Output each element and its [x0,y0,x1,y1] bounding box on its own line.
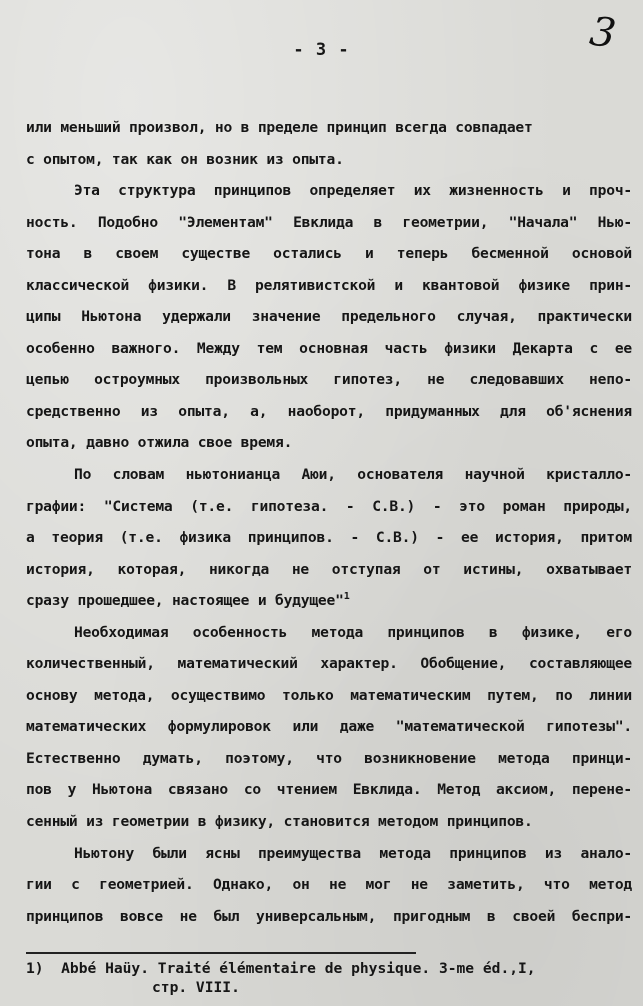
text-line [26,396,632,428]
text-line-content: Естественно думать, поэтому, что возникновение метода принци- [26,749,632,767]
body-text [26,112,632,932]
text-line-content: тона в своем существе остались и теперь бесменной основой [26,245,632,263]
text-line [26,301,632,333]
text-line-content: с опытом, так как он возник из опыта. [26,150,344,168]
footnote-divider [26,952,416,954]
text-line [26,585,632,617]
text-line-content: основу метода, осуществимо только математическим путем, по линии [26,686,632,704]
text-line [26,680,632,712]
text-line-content: ципы Ньютона удержали значение предельного случая, практически [26,308,632,326]
handwritten-page-number: 3 [586,8,619,58]
text-line [26,901,632,933]
text-line-content: опыта, давно отжила свое время. [26,434,293,452]
text-line-content: цепью остроумных произвольных гипотез, не следовавших непо- [26,371,632,389]
text-line-content: Ньютону были ясны преимущества метода принципов из анало- [74,844,632,862]
text-line [26,774,632,806]
text-line [26,806,632,838]
text-line-content: Эта структура принципов определяет их жизненность и проч- [74,182,632,200]
text-line-content: количественный, математический характер. Обобщение, составляющее [26,655,632,673]
text-line [26,207,632,239]
text-line [26,522,632,554]
text-line [26,554,632,586]
text-line-content: математических формулировок или даже "математической гипотезы". [26,718,632,736]
footnote-line-2: стр. VIII. [152,979,240,996]
text-line-content: а теория (т.е. физика принципов. - С.В.) - ее история, притом [26,529,632,547]
text-line [26,648,632,680]
text-line [26,838,632,870]
text-line-content: или меньший произвол, но в пределе принцип всегда совпадает [26,119,533,136]
text-line [26,175,632,207]
text-line-content: сразу прошедшее, настоящее и будущее" [26,592,344,610]
footnote-marker: 1 [343,591,350,603]
text-line-content: средственно из опыта, а, наоборот, придуманных для об'яснения [26,402,632,420]
text-line-content: история, которая, никогда не отступая от истины, охватывает [26,560,632,578]
footnote [26,959,536,997]
footnote-line-1: 1) Abbé Haüy. Traité élémentaire de physique. 3-me éd.,I, [26,960,536,977]
text-line-content: графии: "Система (т.е. гипотеза. - С.В.) - это роман природы, [26,497,632,515]
text-line [26,869,632,901]
text-line [26,112,632,144]
text-line [26,459,632,491]
text-line-content: гии с геометрией. Однако, он не мог не заметить, что метод [26,876,632,894]
text-line-content: сенный из геометрии в физику, становится методом принципов. [26,813,533,831]
text-line [26,711,632,743]
text-line-content: пов у Ньютона связано со чтением Евклида. Метод аксиом, перене- [26,781,632,799]
text-line [26,491,632,523]
text-line [26,238,632,270]
text-line-content: Необходимая особенность метода принципов в физике, его [74,623,632,641]
text-line-content: По словам ньютонианца Аюи, основателя научной кристалло- [74,466,632,484]
text-line [26,617,632,649]
text-line [26,743,632,775]
text-line-content: классической физики. В релятивистской и квантовой физике прин- [26,276,632,294]
text-line [26,144,632,176]
page-number: - 3 - [293,40,350,60]
text-line-content: ность. Подобно "Элементам" Евклида в геометрии, "Начала" Нью- [26,213,632,231]
text-line-content: особенно важного. Между тем основная часть физики Декарта с ее [26,339,632,357]
text-line [26,364,632,396]
text-line [26,333,632,365]
text-line [26,427,632,459]
text-line [26,270,632,302]
text-line-content: принципов вовсе не был универсальным, пригодным в своей беспри- [26,907,632,925]
